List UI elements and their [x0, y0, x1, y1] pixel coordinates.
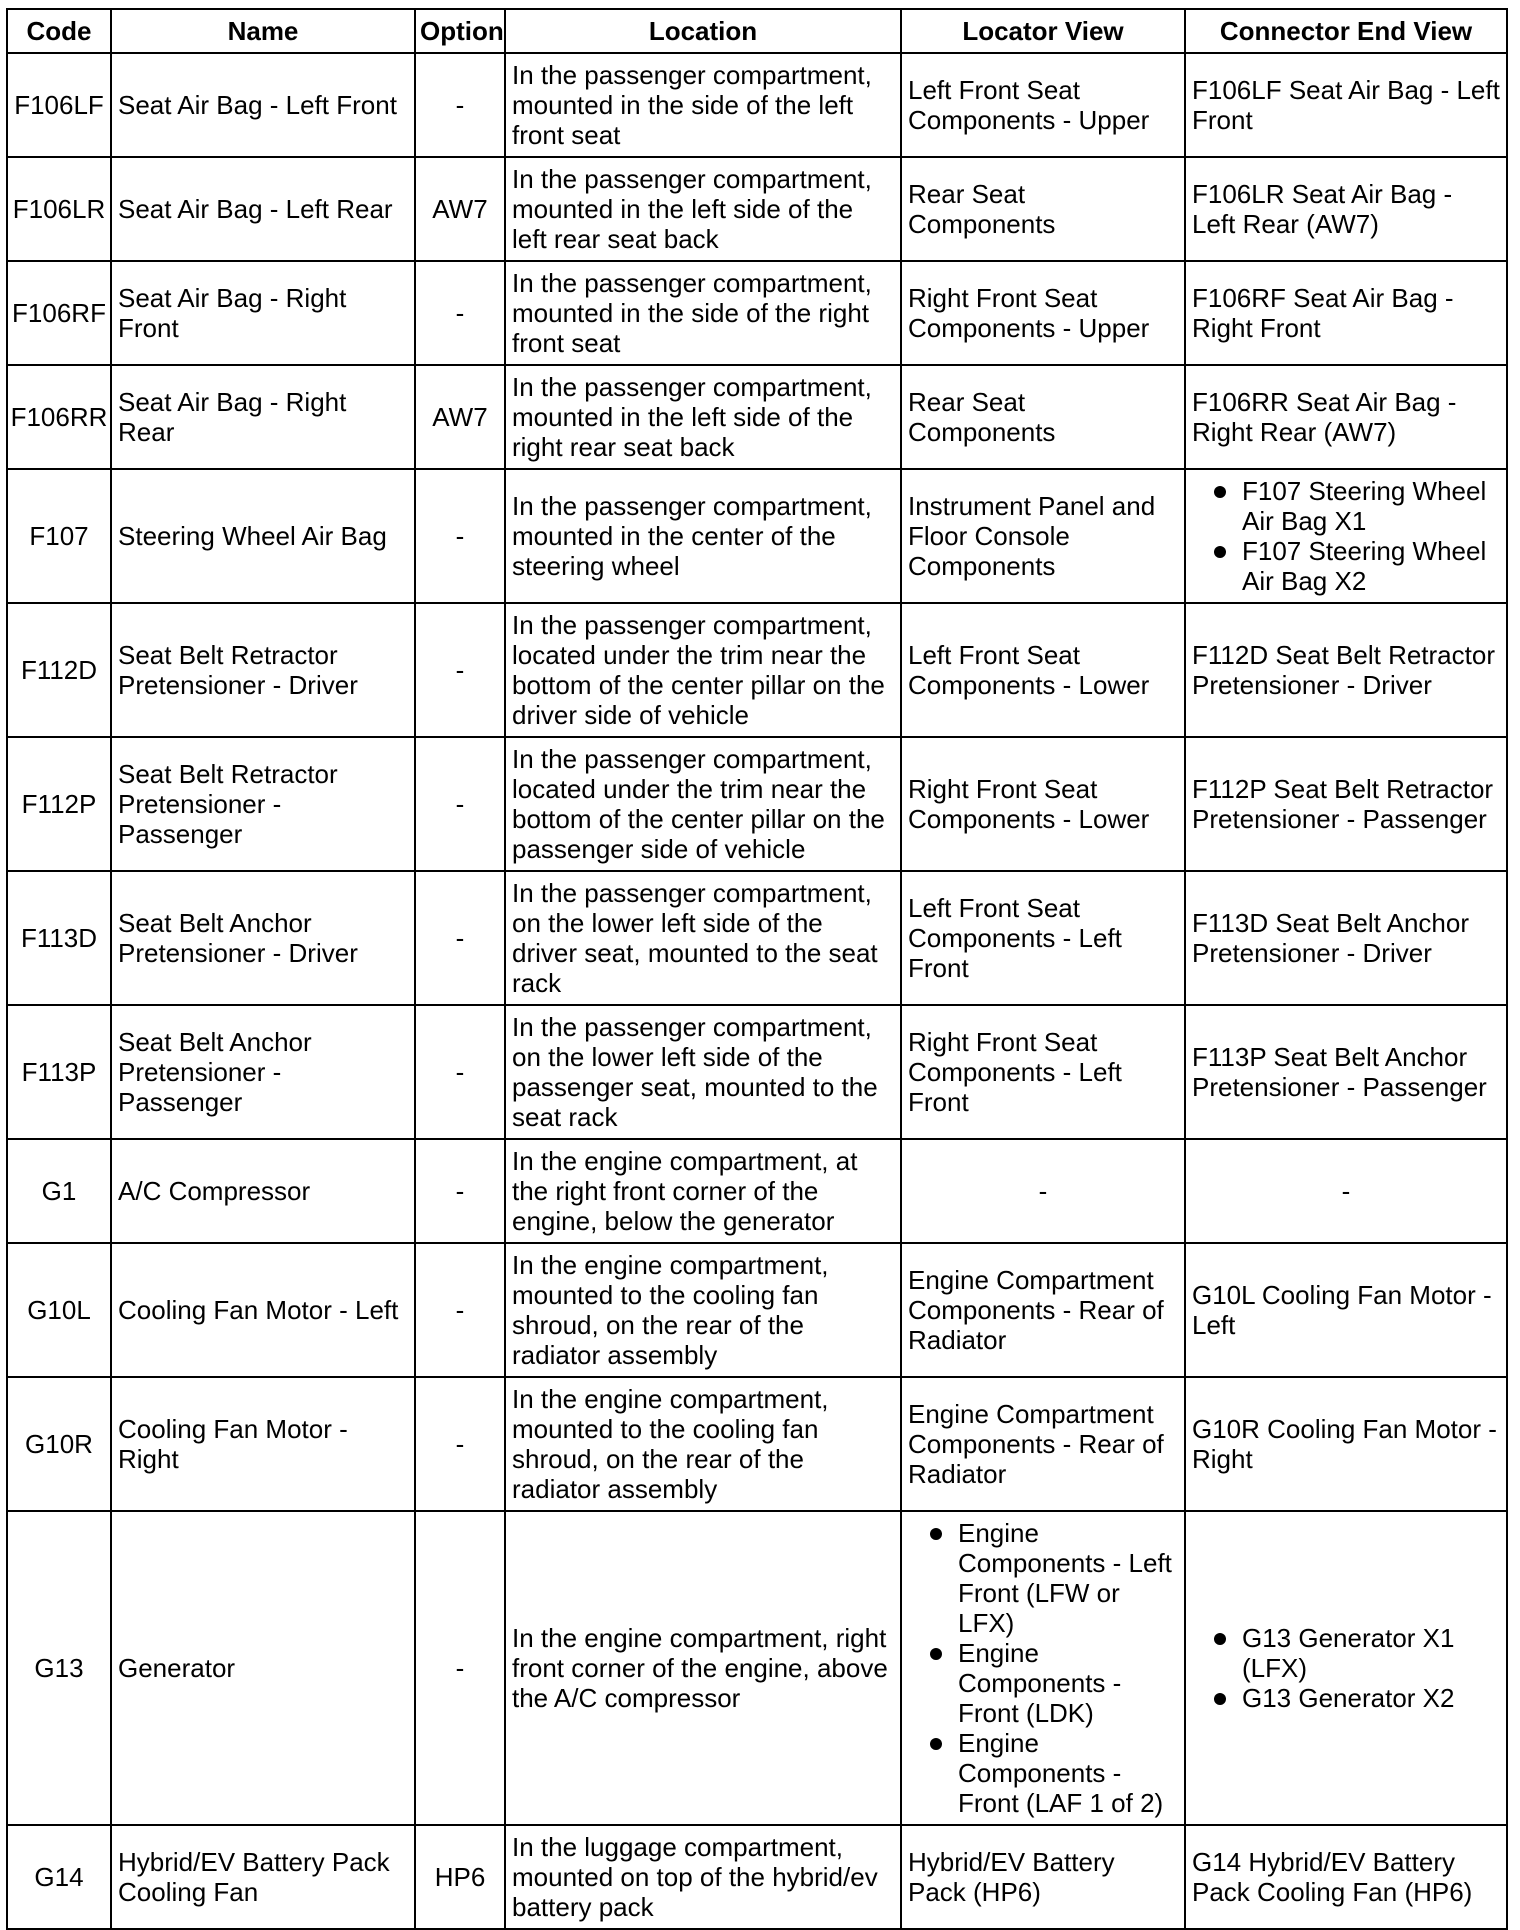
header-row: [7, 9, 1507, 53]
cell-connector-end-view: F113P Seat Belt Anchor Pretensioner - Passenger: [1185, 1005, 1507, 1139]
list-item: F107 Steering Wheel Air Bag X1: [1192, 476, 1500, 536]
cell-name: Seat Belt Anchor Pretensioner - Passenger: [111, 1005, 415, 1139]
table-row: [7, 1511, 1507, 1825]
cell-locator-view: [901, 1511, 1185, 1825]
cell-locator-view: -: [901, 1139, 1185, 1243]
cell-code: F107: [7, 469, 111, 603]
list-item: G13 Generator X1 (LFX): [1192, 1623, 1500, 1683]
cell-locator-view: Left Front Seat Components - Lower: [901, 603, 1185, 737]
list-item: Engine Components - Left Front (LFW or LFX): [908, 1518, 1178, 1638]
cell-name: Cooling Fan Motor - Right: [111, 1377, 415, 1511]
cell-connector-end-view: F113D Seat Belt Anchor Pretensioner - Driver: [1185, 871, 1507, 1005]
cell-location: In the passenger compartment, mounted in the left side of the right rear seat back: [505, 365, 901, 469]
cell-connector-end-view: G10R Cooling Fan Motor - Right: [1185, 1377, 1507, 1511]
cell-location: In the passenger compartment, on the lower left side of the passenger seat, mounted to the seat rack: [505, 1005, 901, 1139]
table-row: [7, 53, 1507, 157]
cell-name: Generator: [111, 1511, 415, 1825]
list-item: Engine Components - Front (LDK): [908, 1638, 1178, 1728]
cell-code: F112P: [7, 737, 111, 871]
cell-code: F106RR: [7, 365, 111, 469]
table-row: [7, 737, 1507, 871]
cell-location: In the engine compartment, at the right front corner of the engine, below the generator: [505, 1139, 901, 1243]
table-body: [7, 53, 1507, 1929]
table-row: [7, 871, 1507, 1005]
cell-code: G13: [7, 1511, 111, 1825]
table-row: [7, 261, 1507, 365]
cell-locator-view: Right Front Seat Components - Left Front: [901, 1005, 1185, 1139]
table-row: [7, 469, 1507, 603]
cell-option: -: [415, 1243, 505, 1377]
cell-location: In the passenger compartment, on the lower left side of the driver seat, mounted to the seat rack: [505, 871, 901, 1005]
cell-location: In the passenger compartment, mounted in the center of the steering wheel: [505, 469, 901, 603]
cell-locator-view: Left Front Seat Components - Upper: [901, 53, 1185, 157]
cell-option: -: [415, 737, 505, 871]
cell-option: -: [415, 1139, 505, 1243]
cell-location: In the engine compartment, right front corner of the engine, above the A/C compressor: [505, 1511, 901, 1825]
cell-location: In the passenger compartment, mounted in the left side of the left rear seat back: [505, 157, 901, 261]
table-row: [7, 365, 1507, 469]
cell-location: In the passenger compartment, mounted in the side of the right front seat: [505, 261, 901, 365]
cell-locator-view: Hybrid/EV Battery Pack (HP6): [901, 1825, 1185, 1929]
cell-option: -: [415, 1511, 505, 1825]
table-row: [7, 1243, 1507, 1377]
cell-connector-end-view-list: [1192, 476, 1500, 596]
header-connector-end-view: Connector End View: [1185, 9, 1507, 53]
cell-connector-end-view: F106LF Seat Air Bag - Left Front: [1185, 53, 1507, 157]
cell-option: -: [415, 469, 505, 603]
cell-location: In the luggage compartment, mounted on top of the hybrid/ev battery pack: [505, 1825, 901, 1929]
cell-connector-end-view: F112P Seat Belt Retractor Pretensioner - Passenger: [1185, 737, 1507, 871]
cell-name: A/C Compressor: [111, 1139, 415, 1243]
list-item: G13 Generator X2: [1192, 1683, 1500, 1713]
header-option: Option: [415, 9, 505, 53]
cell-code: G1: [7, 1139, 111, 1243]
cell-option: -: [415, 53, 505, 157]
cell-name: Seat Belt Retractor Pretensioner - Passenger: [111, 737, 415, 871]
table-row: [7, 1005, 1507, 1139]
cell-name: Cooling Fan Motor - Left: [111, 1243, 415, 1377]
cell-locator-view: Left Front Seat Components - Left Front: [901, 871, 1185, 1005]
table-row: [7, 1377, 1507, 1511]
cell-code: G14: [7, 1825, 111, 1929]
cell-connector-end-view: G10L Cooling Fan Motor - Left: [1185, 1243, 1507, 1377]
cell-name: Seat Belt Retractor Pretensioner - Driver: [111, 603, 415, 737]
cell-code: G10L: [7, 1243, 111, 1377]
header-code: Code: [7, 9, 111, 53]
header-locator-view: Locator View: [901, 9, 1185, 53]
cell-code: F106LR: [7, 157, 111, 261]
cell-connector-end-view: F106RR Seat Air Bag - Right Rear (AW7): [1185, 365, 1507, 469]
cell-location: In the engine compartment, mounted to the cooling fan shroud, on the rear of the radiator assembly: [505, 1243, 901, 1377]
cell-code: G10R: [7, 1377, 111, 1511]
component-locator-table: [6, 8, 1508, 1930]
cell-name: Steering Wheel Air Bag: [111, 469, 415, 603]
cell-option: -: [415, 1377, 505, 1511]
cell-name: Seat Air Bag - Left Rear: [111, 157, 415, 261]
cell-connector-end-view-list: [1192, 1623, 1500, 1713]
table-row: [7, 157, 1507, 261]
cell-location: In the engine compartment, mounted to the cooling fan shroud, on the rear of the radiator assembly: [505, 1377, 901, 1511]
cell-connector-end-view: -: [1185, 1139, 1507, 1243]
cell-location: In the passenger compartment, mounted in the side of the left front seat: [505, 53, 901, 157]
cell-connector-end-view: [1185, 469, 1507, 603]
cell-code: F113D: [7, 871, 111, 1005]
cell-name: Seat Air Bag - Left Front: [111, 53, 415, 157]
table-row: [7, 1825, 1507, 1929]
cell-connector-end-view: F106RF Seat Air Bag - Right Front: [1185, 261, 1507, 365]
cell-code: F113P: [7, 1005, 111, 1139]
cell-locator-view: Engine Compartment Components - Rear of Radiator: [901, 1377, 1185, 1511]
table-row: [7, 603, 1507, 737]
cell-locator-view: Right Front Seat Components - Upper: [901, 261, 1185, 365]
cell-locator-view-list: [908, 1518, 1178, 1818]
cell-option: -: [415, 261, 505, 365]
cell-name: Seat Air Bag - Right Rear: [111, 365, 415, 469]
cell-name: Hybrid/EV Battery Pack Cooling Fan: [111, 1825, 415, 1929]
cell-code: F106LF: [7, 53, 111, 157]
cell-connector-end-view: F112D Seat Belt Retractor Pretensioner - Driver: [1185, 603, 1507, 737]
header-location: Location: [505, 9, 901, 53]
cell-option: HP6: [415, 1825, 505, 1929]
cell-code: F112D: [7, 603, 111, 737]
cell-option: AW7: [415, 157, 505, 261]
cell-connector-end-view: F106LR Seat Air Bag - Left Rear (AW7): [1185, 157, 1507, 261]
cell-connector-end-view: G14 Hybrid/EV Battery Pack Cooling Fan (HP6): [1185, 1825, 1507, 1929]
cell-location: In the passenger compartment, located under the trim near the bottom of the center pillar on the passenger side of vehicle: [505, 737, 901, 871]
cell-name: Seat Belt Anchor Pretensioner - Driver: [111, 871, 415, 1005]
cell-option: -: [415, 871, 505, 1005]
cell-location: In the passenger compartment, located under the trim near the bottom of the center pillar on the driver side of vehicle: [505, 603, 901, 737]
cell-code: F106RF: [7, 261, 111, 365]
list-item: Engine Components - Front (LAF 1 of 2): [908, 1728, 1178, 1818]
cell-option: -: [415, 1005, 505, 1139]
cell-option: -: [415, 603, 505, 737]
cell-name: Seat Air Bag - Right Front: [111, 261, 415, 365]
cell-option: AW7: [415, 365, 505, 469]
cell-locator-view: Rear Seat Components: [901, 365, 1185, 469]
cell-locator-view: Rear Seat Components: [901, 157, 1185, 261]
table-row: [7, 1139, 1507, 1243]
cell-connector-end-view: [1185, 1511, 1507, 1825]
cell-locator-view: Engine Compartment Components - Rear of Radiator: [901, 1243, 1185, 1377]
list-item: F107 Steering Wheel Air Bag X2: [1192, 536, 1500, 596]
header-name: Name: [111, 9, 415, 53]
cell-locator-view: Instrument Panel and Floor Console Components: [901, 469, 1185, 603]
cell-locator-view: Right Front Seat Components - Lower: [901, 737, 1185, 871]
